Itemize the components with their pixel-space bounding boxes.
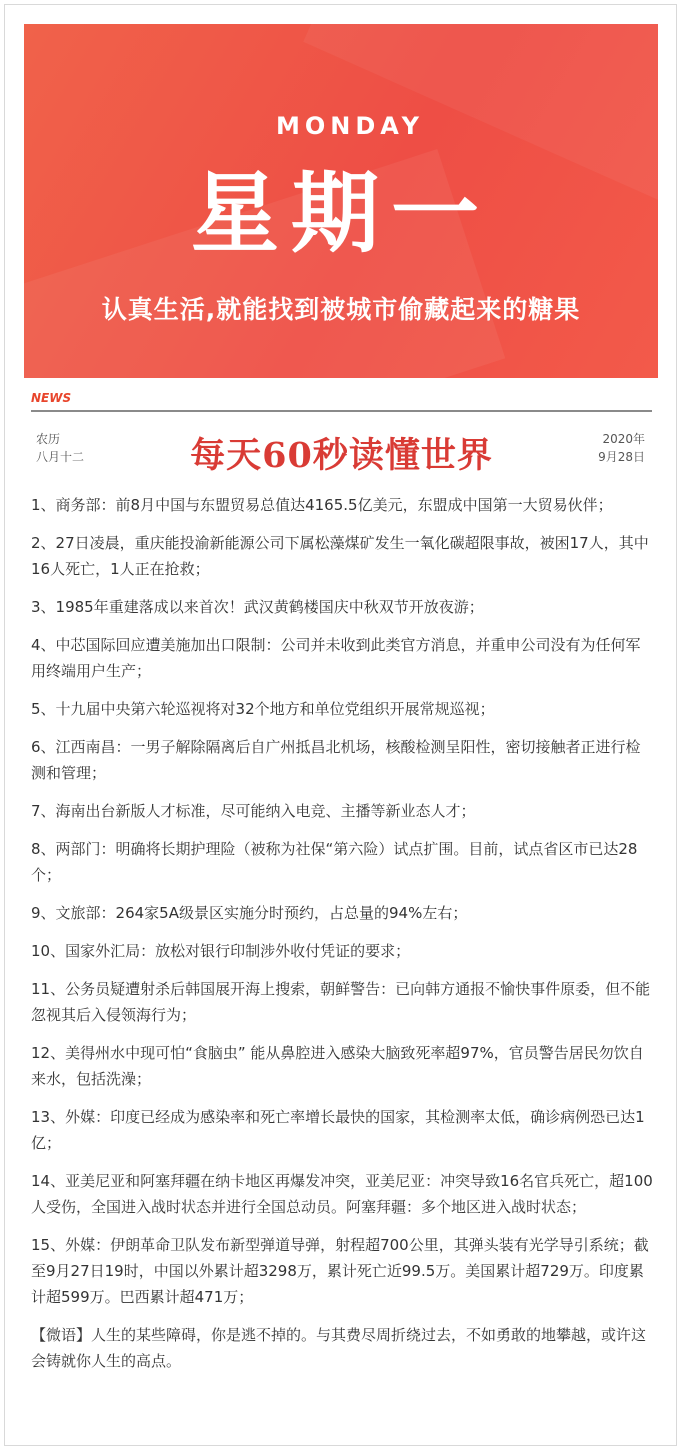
news-item: 13、外媒：印度已经成为感染率和死亡率增长最快的国家，其检测率太低，确诊病例恐已达1亿；	[31, 1108, 645, 1152]
news-item: 7、海南出台新版人才标准，尽可能纳入电竞、主播等新业态人才；	[31, 802, 476, 820]
news-item: 2、27日凌晨，重庆能投渝新能源公司下属松藻煤矿发生一氧化碳超限事故，被困17人，其中16人死亡，1人正在抢救；	[31, 534, 649, 578]
news-item: 3、1985年重建落成以来首次！武汉黄鹤楼国庆中秋双节开放夜游；	[31, 598, 484, 616]
lunar-label: 农历	[36, 432, 61, 446]
banner-slogan: 认真生活,就能找到被城市偷藏起来的糖果	[101, 295, 581, 324]
date-year: 2020年	[602, 432, 645, 446]
news-item: 15、外媒：伊朗革命卫队发布新型弹道导弹，射程超700公里，其弹头装有光学导引系统；截至9月27日19时，中国以外累计超3298万，累计死亡近99.5万。美国累计超729万。印度累计超599万。巴西累计超471万；	[31, 1236, 649, 1306]
news-item: 4、中芯国际回应遭美施加出口限制：公司并未收到此类官方消息，并重申公司没有为任何军用终端用户生产；	[31, 636, 641, 680]
banner-day-english: MONDAY	[276, 112, 424, 140]
news-item: 1、商务部：前8月中国与东盟贸易总值达4165.5亿美元，东盟成中国第一大贸易伙伴；	[31, 496, 613, 514]
date-month-day: 9月28日	[598, 450, 645, 464]
news-item: 12、美得州水中现可怕“食脑虫” 能从鼻腔进入感染大脑致死率超97%，官员警告居民勿饮自来水，包括洗澡；	[31, 1044, 644, 1088]
lunar-day: 八月十二	[36, 450, 85, 464]
daily-quote: 【微语】人生的某些障碍，你是逃不掉的。与其费尽周折绕过去，不如勇敢的地攀越，或许这会铸就你人生的高点。	[31, 1326, 647, 1370]
divider	[31, 410, 652, 412]
news-item: 9、文旅部：264家5A级景区实施分时预约，占总量的94%左右；	[31, 904, 468, 922]
news-tag: NEWS	[31, 391, 72, 405]
news-item: 8、两部门：明确将长期护理险（被称为社保“第六险）试点扩围。目前，试点省区市已达28个；	[31, 840, 638, 884]
banner-day-chinese: 星期一	[190, 161, 491, 265]
news-item: 6、江西南昌：一男子解除隔离后自广州抵昌北机场，核酸检测呈阳性，密切接触者正进行检测和管理；	[31, 738, 641, 782]
header-banner	[24, 24, 658, 378]
news-item: 5、十九届中央第六轮巡视将对32个地方和单位党组织开展常规巡视；	[31, 700, 495, 718]
news-item: 11、公务员疑遭射杀后韩国展开海上搜索，朝鲜警告：已向韩方通报不愉快事件原委，但不能忽视其后入侵领海行为；	[31, 980, 651, 1024]
news-item: 14、亚美尼亚和阿塞拜疆在纳卡地区再爆发冲突，亚美尼亚：冲突导致16名官兵死亡，超100人受伤，全国进入战时状态并进行全国总动员。阿塞拜疆：多个地区进入战时状态；	[31, 1172, 653, 1216]
news-item: 10、国家外汇局：放松对银行印制涉外收付凭证的要求；	[31, 942, 411, 960]
gregorian-date	[598, 430, 645, 466]
page-title: 每天60秒读懂世界	[190, 435, 493, 476]
news-list	[31, 492, 653, 1386]
